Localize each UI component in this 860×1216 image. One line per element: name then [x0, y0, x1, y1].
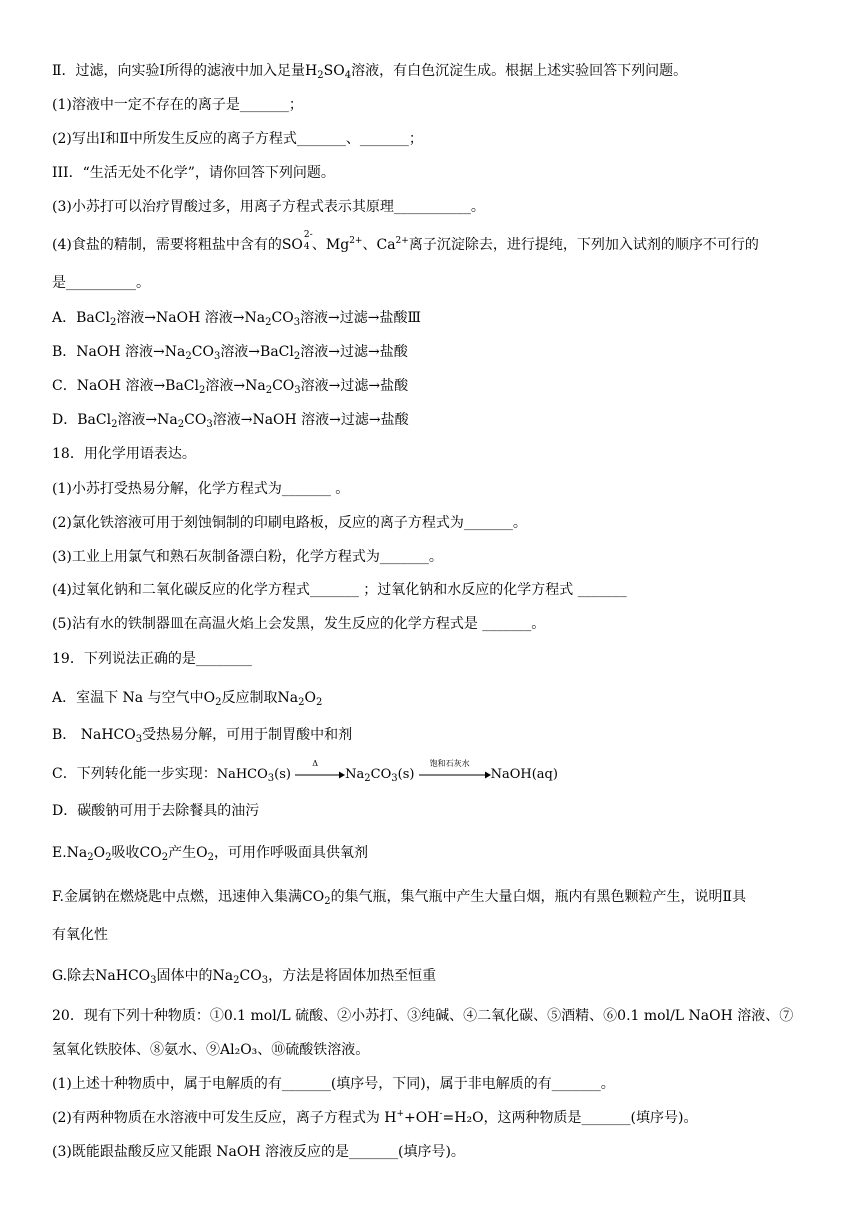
question-18-title: 18．用化学用语表达。: [52, 446, 196, 462]
text-line: (4)过氧化钠和二氧化碳反应的化学方程式_______ ；过氧化钠和水反应的化学方程式 _______: [52, 582, 627, 598]
reaction-arrow-heat: Δ: [295, 771, 345, 779]
option-a: A．室温下 Na 与空气中$O_2$反应制取$Na_2O_2$: [52, 690, 323, 708]
reaction-arrow-limewater: 饱和石灰水: [419, 771, 491, 779]
text-line: (1)溶液中一定不存在的离子是_______；: [52, 97, 303, 113]
option-d: D．BaCl$_2$溶液$\to Na_2CO_3$溶液→NaOH 溶液→过滤→盐酸: [52, 412, 409, 430]
text-line: III．“生活无处不化学”，请你回答下列问题。: [52, 165, 335, 181]
text-line: (2)写出Ⅰ和Ⅱ中所发生反应的离子方程式_______、_______；: [52, 131, 423, 147]
text-line: (4)食盐的精制，需要将粗盐中含有的SO 2- 4 、$Mg^{2+}$、$Ca^{2+}$离子沉淀除去，进行提纯，下列加入试剂的顺序不可行的: [52, 230, 759, 253]
text-line: 氢氧化铁胶体、⑧氨水、⑨Al₂O₃、⑩硫酸铁溶液。: [52, 1042, 370, 1058]
option-a: A．BaCl$_2$溶液→NaOH 溶液$\to Na_2CO_3$溶液→过滤→盐酸Ⅲ: [52, 310, 422, 328]
option-b: B．NaOH 溶液$\to Na_2CO_3$溶液→BaCl$_2$溶液→过滤→盐酸: [52, 344, 408, 362]
text-line: Ⅱ．过滤，向实验Ⅰ所得的滤液中加入足量$H_2SO_4$溶液，有白色沉淀生成。根据上述实验回答下列问题。: [52, 63, 688, 81]
option-e: $E.Na_2O_2$吸收$CO_2$产生$O_2$，可用作呼吸面具供氧剂: [52, 845, 368, 863]
question-19-title: 19．下列说法正确的是________: [52, 651, 252, 667]
text-line: (3)既能跟盐酸反应又能跟 NaOH 溶液反应的是_______(填序号)。: [52, 1144, 465, 1160]
text-line: 是__________。: [52, 275, 150, 291]
option-d: D．碳酸钠可用于去除餐具的油污: [52, 803, 260, 819]
option-g: G.除去NaHCO$_3$固体中的$Na_2CO_3$，方法是将固体加热至恒重: [52, 968, 437, 986]
option-b: B． NaHCO$_3$受热易分解，可用于制胃酸中和剂: [52, 727, 353, 745]
text-line: (5)沾有水的铁制器皿在高温火焰上会发黑，发生反应的化学方程式是 _______。: [52, 616, 546, 632]
text-line: 有氧化性: [52, 927, 108, 943]
text-line: (3)工业上用氯气和熟石灰制备漂白粉，化学方程式为_______。: [52, 549, 443, 565]
text-line: (1)上述十种物质中，属于电解质的有_______(填序号，下同)，属于非电解质的有_______。: [52, 1076, 615, 1092]
option-c: C．下列转化能一步实现：NaHCO$_3$(s) Δ $Na_2CO_3(s)$ 饱和石灰水 NaOH(aq): [52, 759, 558, 784]
option-f: F.金属钠在燃烧匙中点燃，迅速伸入集满$CO_2$的集气瓶，集气瓶中产生大量白烟，瓶内有黑色颗粒产生，说明Ⅱ具: [52, 889, 747, 907]
text-line: (2)氯化铁溶液可用于刻蚀铜制的印刷电路板，反应的离子方程式为_______。: [52, 515, 527, 531]
question-20-title: 20．现有下列十种物质：①0.1 mol/L 硫酸、②小苏打、③纯碱、④二氧化碳、⑤酒精、⑥0.1 mol/L NaOH 溶液、⑦: [52, 1008, 794, 1024]
text-line: (1)小苏打受热易分解，化学方程式为_______ 。: [52, 481, 350, 497]
option-c: C．NaOH 溶液→BaCl$_2$溶液$\to Na_2CO_3$溶液→过滤→盐酸: [52, 378, 409, 396]
text-line: (3)小苏打可以治疗胃酸过多，用离子方程式表示其原理___________。: [52, 199, 485, 215]
text-line: (2)有两种物质在水溶液中可发生反应，离子方程式为 H++OH-=H₂O，这两种物质是_______(填序号)。: [52, 1109, 698, 1126]
ion-charge-stack: 2- 4: [303, 230, 313, 252]
